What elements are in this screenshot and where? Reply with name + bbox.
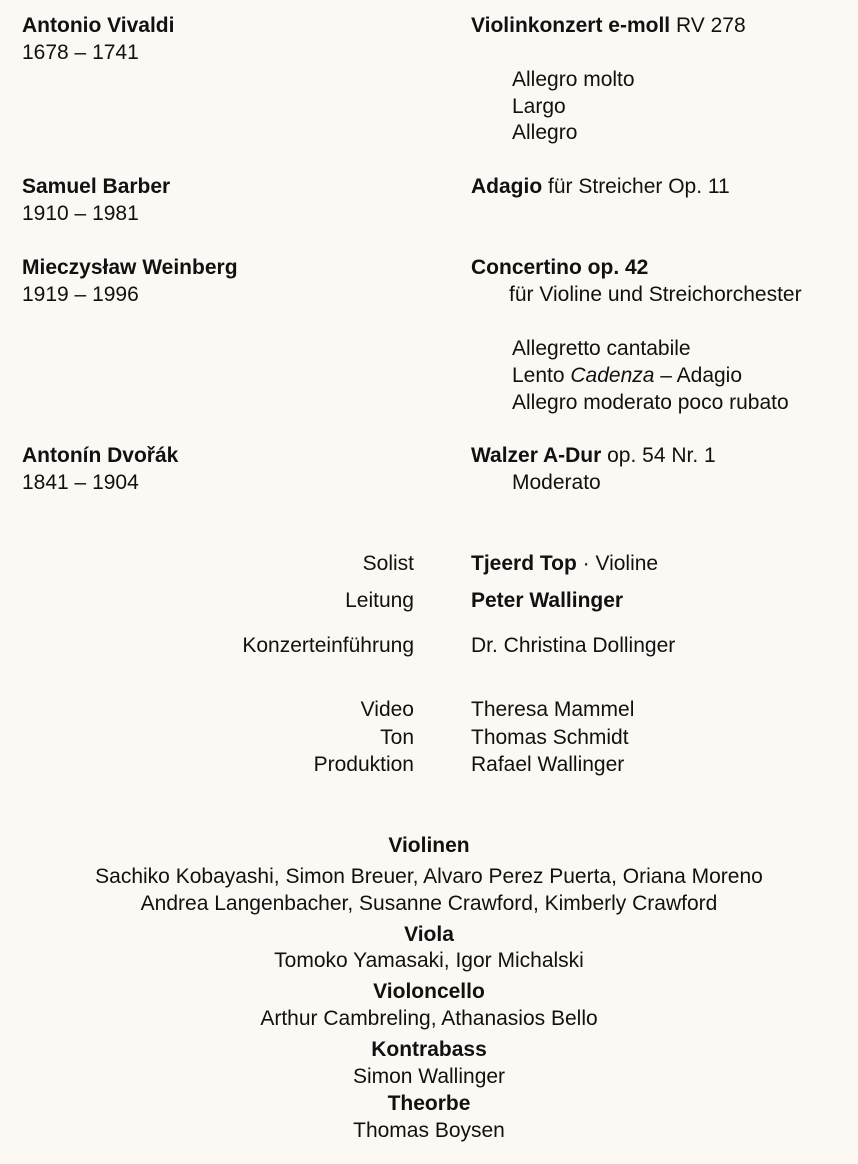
movement: Allegro moderato poco rubato	[512, 391, 789, 414]
section-heading-theorbe: Theorbe	[387, 1092, 471, 1115]
violinen-names: Andrea Langenbacher, Susanne Crawford, Kimberly Crawford	[140, 892, 718, 915]
movement: Allegro molto	[512, 68, 635, 91]
section-heading-violoncello: Violoncello	[373, 980, 485, 1003]
credit-label-einfuehrung: Konzerteinführung	[242, 634, 414, 657]
credit-produktion: Rafael Wallinger	[471, 753, 625, 776]
credit-label-video: Video	[360, 698, 414, 721]
movement: Allegro	[512, 121, 578, 144]
movement: Moderato	[512, 471, 601, 494]
work-title: Adagio für Streicher Op. 11	[471, 175, 730, 198]
composer-name: Antonín Dvořák	[22, 444, 179, 467]
movement: Largo	[512, 95, 566, 118]
credit-label-solist: Solist	[362, 552, 414, 575]
composer-name: Samuel Barber	[22, 175, 171, 198]
section-heading-violinen: Violinen	[388, 834, 470, 857]
credit-solist: Tjeerd Top · Violine	[471, 552, 659, 575]
credit-label-produktion: Produktion	[313, 753, 414, 776]
work-title: Violinkonzert e-moll RV 278	[471, 14, 746, 37]
composer-dates: 1919 – 1996	[22, 283, 139, 306]
section-heading-viola: Viola	[404, 923, 454, 946]
violoncello-names: Arthur Cambreling, Athanasios Bello	[260, 1007, 598, 1030]
credit-ton: Thomas Schmidt	[471, 726, 629, 749]
credit-einfuehrung: Dr. Christina Dollinger	[471, 634, 676, 657]
composer-name: Antonio Vivaldi	[22, 14, 175, 37]
composer-dates: 1678 – 1741	[22, 41, 139, 64]
composer-dates: 1841 – 1904	[22, 471, 139, 494]
credit-label-leitung: Leitung	[345, 589, 414, 612]
movement: Lento Cadenza – Adagio	[512, 364, 743, 387]
composer-dates: 1910 – 1981	[22, 202, 139, 225]
violinen-names: Sachiko Kobayashi, Simon Breuer, Alvaro Perez Puerta, Oriana Moreno	[95, 865, 763, 888]
viola-names: Tomoko Yamasaki, Igor Michalski	[274, 949, 584, 972]
credit-leitung: Peter Wallinger	[471, 589, 624, 612]
work-title: Concertino op. 42	[471, 256, 649, 279]
kontrabass-names: Simon Wallinger	[352, 1065, 506, 1088]
movement: Allegretto cantabile	[512, 337, 691, 360]
credit-label-ton: Ton	[380, 726, 414, 749]
credit-video: Theresa Mammel	[471, 698, 635, 721]
work-subtitle: für Violine und Streichorchester	[509, 283, 802, 306]
theorbe-names: Thomas Boysen	[353, 1119, 505, 1142]
section-heading-kontrabass: Kontrabass	[371, 1038, 487, 1061]
composer-name: Mieczysław Weinberg	[22, 256, 238, 279]
work-title: Walzer A-Dur op. 54 Nr. 1	[471, 444, 716, 467]
